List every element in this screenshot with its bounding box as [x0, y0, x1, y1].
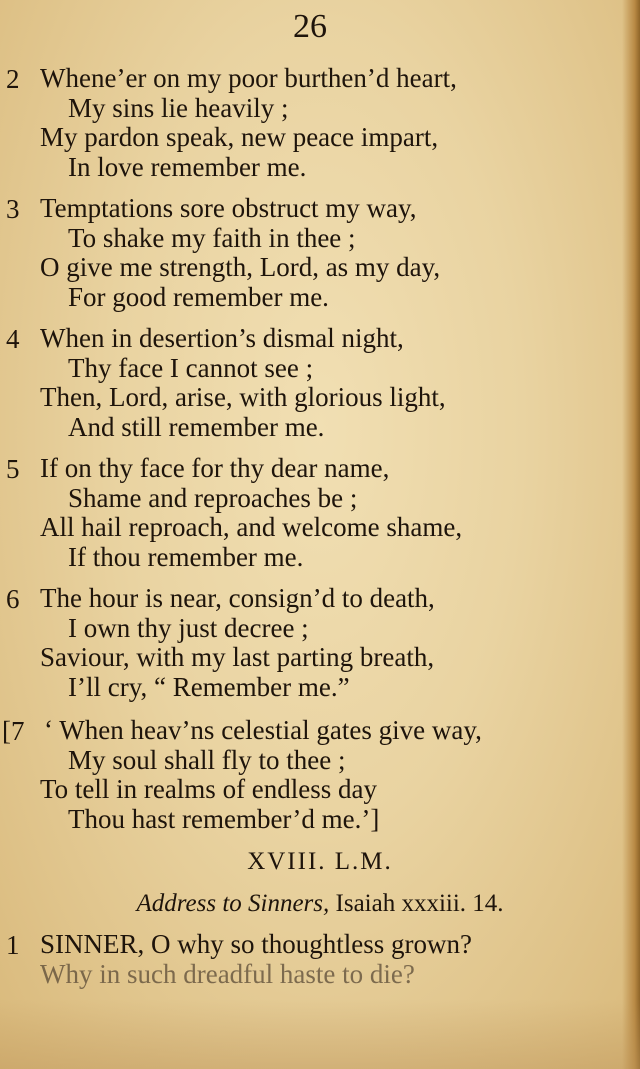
- verse-line: My sins lie heavily ;: [68, 92, 289, 123]
- verse-line: Whene’er on my poor burthen’d heart,: [40, 63, 457, 93]
- verse-line: Shame and reproaches be ;: [68, 482, 358, 513]
- verse-line: ‘ When heav’ns celestial gates give way,: [44, 715, 482, 745]
- verse-line: I own thy just decree ;: [68, 612, 309, 643]
- verse-line: My soul shall fly to thee ;: [68, 744, 346, 775]
- stanza-number: 2: [6, 64, 20, 94]
- verse-line: The hour is near, consign’d to death,: [40, 583, 435, 613]
- verse-line: All hail reproach, and welcome shame,: [40, 512, 463, 542]
- verse-line: I’ll cry, “ Remember me.”: [68, 671, 350, 702]
- subtitle-reference: Isaiah xxxiii. 14.: [335, 890, 504, 917]
- verse-line: Thou hast remember’d me.’]: [68, 803, 380, 834]
- verse-line: If on thy face for thy dear name,: [40, 453, 390, 483]
- stanza-6: [0, 584, 630, 702]
- stanza-number: 3: [6, 194, 20, 224]
- next-stanza-1: [0, 930, 630, 989]
- stanza-3: [0, 194, 630, 312]
- hymn-subtitle: [0, 890, 640, 918]
- verse-line: Temptations sore obstruct my way,: [40, 193, 417, 223]
- stanza-number: 1: [6, 930, 20, 960]
- hymn-heading: XVIII. L.M.: [247, 848, 393, 875]
- verse-line: Saviour, with my last parting breath,: [40, 642, 435, 672]
- verse-line: Then, Lord, arise, with glorious light,: [40, 382, 446, 412]
- stanza-7: [0, 716, 630, 834]
- subtitle-italic: Address to Sinners,: [136, 890, 330, 917]
- verse-line: When in desertion’s dismal night,: [40, 323, 404, 353]
- verse-line: For good remember me.: [68, 281, 329, 312]
- stanza-2: [0, 64, 630, 182]
- page-bottom-shade: [0, 999, 640, 1069]
- verse-line: And still remember me.: [68, 411, 325, 442]
- verse-line: Thy face I cannot see ;: [68, 352, 314, 383]
- verse-line: Why in such dreadful haste to die?: [40, 958, 415, 989]
- verse-line: O give me strength, Lord, as my day,: [40, 252, 441, 282]
- page-number: 26: [293, 8, 327, 45]
- verse-line: To shake my faith in thee ;: [68, 222, 356, 253]
- verse-line: SINNER, O why so thoughtless grown?: [40, 929, 472, 959]
- verse-line: In love remember me.: [68, 151, 307, 182]
- stanza-number: 6: [6, 584, 20, 614]
- verse-line: If thou remember me.: [68, 541, 304, 572]
- stanza-4: [0, 324, 630, 442]
- stanza-number: 4: [6, 324, 20, 354]
- verse-line: My pardon speak, new peace impart,: [40, 122, 439, 152]
- stanza-number: [7: [2, 716, 25, 746]
- stanza-number: 5: [6, 454, 20, 484]
- stanza-5: [0, 454, 630, 572]
- verse-line: To tell in realms of endless day: [40, 774, 378, 804]
